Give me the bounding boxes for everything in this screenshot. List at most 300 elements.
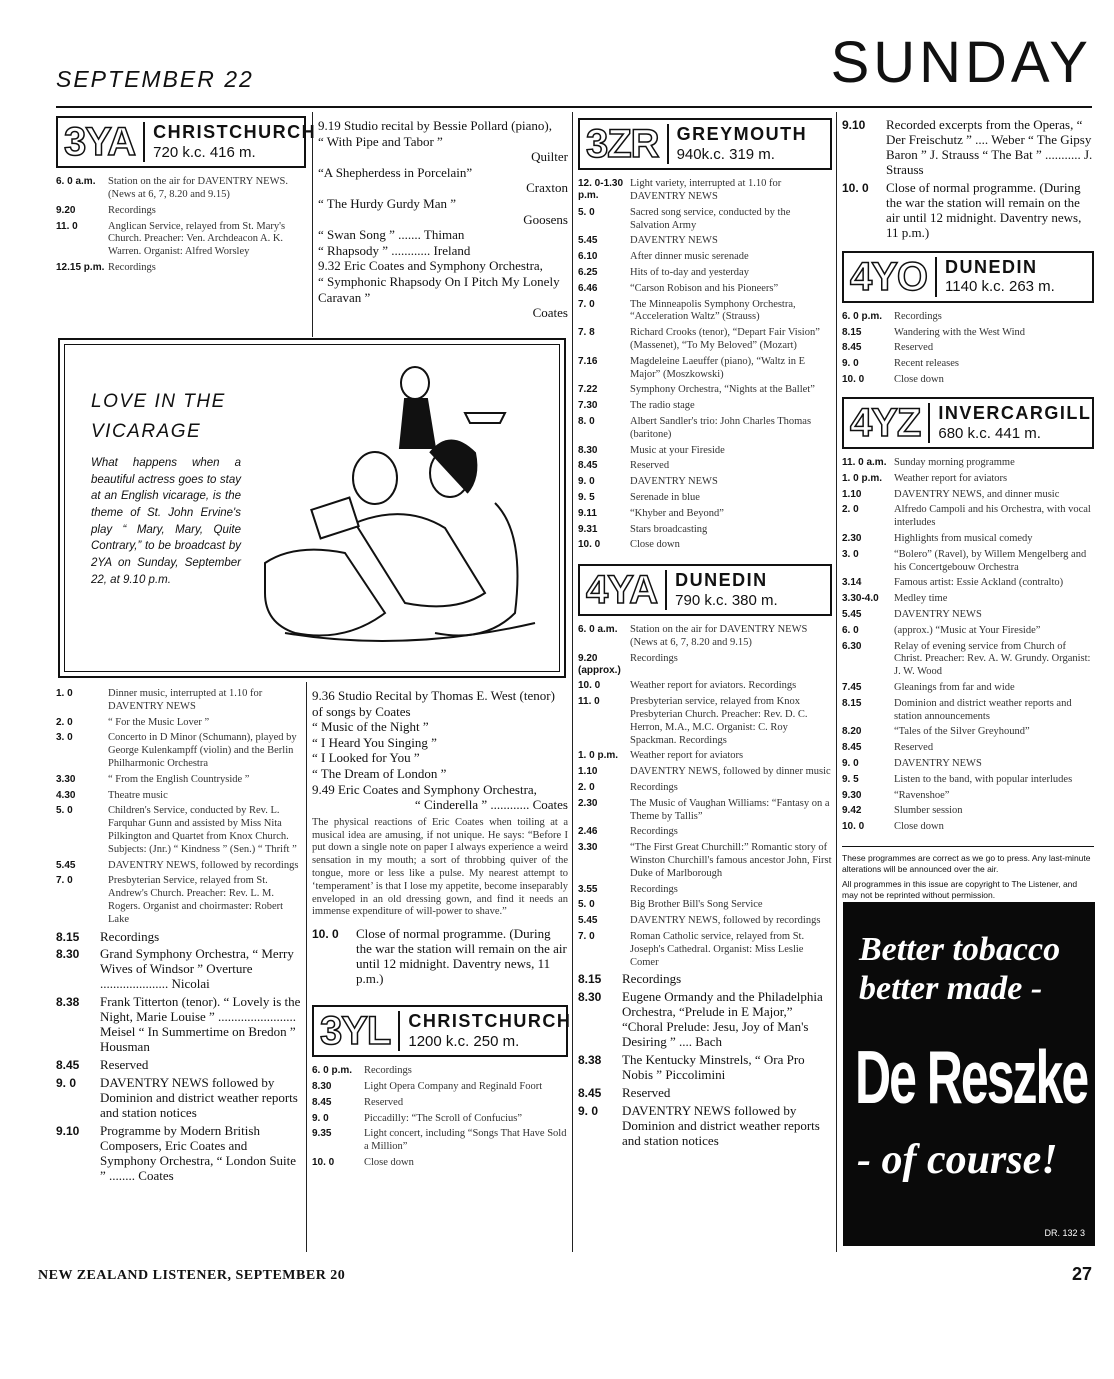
item-time: 6. 0 p.m. bbox=[312, 1065, 353, 1077]
notice-text: These programmes are correct as we go to press. Any last-minute alterations will be announced over the air. bbox=[842, 852, 1091, 874]
schedule-item bbox=[578, 842, 832, 880]
item-desc: Close down bbox=[894, 373, 944, 385]
schedule-item bbox=[578, 931, 832, 969]
item-time: 10. 0 bbox=[842, 180, 869, 195]
item-desc: Relay of evening service from Church of Christ. Preacher: Rev. A. W. Grundy. Organist: J. W. Wood bbox=[894, 640, 1091, 678]
header-rule bbox=[56, 106, 1092, 108]
item-time: 5. 0 bbox=[578, 899, 595, 911]
item-desc: Reserved bbox=[894, 742, 934, 754]
footer-publication: NEW ZEALAND LISTENER, SEPTEMBER 20 bbox=[38, 1268, 346, 1283]
item-desc: Frank Titterton (tenor). “ Lovely is the Night, Marie Louise ” ........................ Meisel “ In Summertime on Bredon ” Housman bbox=[100, 994, 301, 1055]
schedule-item bbox=[578, 267, 832, 280]
schedule-item bbox=[842, 625, 1094, 638]
item-desc: Albert Sandler's trio: John Charles Thomas (baritone) bbox=[630, 416, 812, 440]
item-desc: DAVENTRY NEWS, followed by dinner music bbox=[630, 766, 831, 778]
item-desc: Recent releases bbox=[894, 358, 960, 370]
item-time: 8.45 bbox=[578, 460, 598, 472]
item-desc: Serenade in blue bbox=[630, 491, 700, 503]
schedule-item bbox=[56, 995, 302, 1055]
item-desc: The Music of Vaughan Williams: “Fantasy on a Theme by Tallis” bbox=[630, 797, 830, 822]
schedule-item bbox=[312, 1128, 568, 1154]
item-time: 9. 0 bbox=[578, 1103, 599, 1118]
call-sign: 3YA bbox=[64, 122, 145, 162]
item-desc: Anglican Service, relayed from St. Mary's Church. Preacher: Ven. Archdeacon A. K. Warren. Organist: Alfred Worsley bbox=[108, 220, 286, 258]
schedule-item bbox=[842, 327, 1094, 340]
schedule-item bbox=[578, 251, 832, 264]
item-desc: Theatre music bbox=[108, 789, 168, 801]
station-banner-3ya bbox=[56, 116, 317, 168]
item-desc: The Kentucky Minstrels, “ Ora Pro Nobis ” Piccolimini bbox=[622, 1052, 805, 1082]
feature-text: What happens when a beautiful actress goes to stay at an English vicarage, is the theme of St. John Ervine's play “ Mary, Mary, Quite Contrary,” to be broadcast by 2YA on Sunday, September 22, at 9.10 p.m. bbox=[91, 457, 241, 586]
item-desc: Station on the air for DAVENTRY NEWS. (News at 6, 7, 8.20 and 9.15) bbox=[108, 176, 288, 201]
item-time: 9.30 bbox=[842, 789, 862, 801]
schedule-item bbox=[56, 875, 302, 926]
schedule-item bbox=[56, 860, 302, 873]
item-time: 5. 0 bbox=[578, 206, 595, 218]
schedule-item bbox=[842, 790, 1094, 803]
column-divider bbox=[572, 112, 573, 1252]
schedule-item bbox=[578, 782, 832, 795]
item-time: 2. 0 bbox=[56, 716, 73, 728]
station-frequency: 790 k.c. 380 m. bbox=[675, 592, 778, 610]
station-city: CHRISTCHURCH bbox=[153, 122, 317, 142]
schedule-item bbox=[578, 1053, 832, 1083]
column-divider bbox=[306, 682, 307, 1252]
schedule-item bbox=[312, 1065, 568, 1078]
schedule-item bbox=[56, 790, 302, 803]
feature-love-in-the-vicarage bbox=[58, 338, 566, 678]
schedule-item bbox=[56, 262, 306, 275]
item-time: 8. 0 bbox=[578, 416, 595, 427]
item-time: 8.30 bbox=[578, 990, 602, 1005]
item-time: 7. 0 bbox=[578, 930, 595, 942]
feature-title bbox=[91, 387, 226, 448]
item-time: 6.25 bbox=[578, 267, 598, 279]
item-time: 8.30 bbox=[56, 947, 80, 962]
item-desc: Reserved bbox=[622, 1084, 671, 1100]
schedule-item bbox=[578, 283, 832, 296]
ad-slogan-line1: Better tobacco bbox=[859, 931, 1061, 968]
item-time: 9. 5 bbox=[578, 491, 595, 503]
item-time: 8.15 bbox=[842, 326, 862, 338]
schedule-item bbox=[56, 805, 302, 856]
schedule-item bbox=[842, 342, 1094, 355]
schedule-item bbox=[312, 1157, 568, 1170]
item-time: 2.30 bbox=[578, 797, 598, 809]
item-time: 7.30 bbox=[578, 400, 598, 412]
schedule-item bbox=[312, 1097, 568, 1110]
item-time: 9.11 bbox=[578, 507, 597, 519]
schedule-item bbox=[578, 327, 832, 353]
schedule-item bbox=[842, 181, 1094, 241]
item-time: 8.38 bbox=[578, 1053, 602, 1068]
schedule-item bbox=[578, 680, 832, 693]
item-desc: Presbyterian service, relayed from Knox Presbyterian Church. Preacher: Rev. D. C. Herron, M.A., M.C. Organist: C. Roy Spackman. Recordings bbox=[630, 696, 808, 746]
item-desc: Recordings bbox=[630, 883, 678, 895]
schedule-item bbox=[842, 805, 1094, 818]
item-time: 6.46 bbox=[578, 282, 598, 294]
schedule-item bbox=[842, 821, 1094, 834]
schedule-item bbox=[842, 641, 1094, 679]
schedule-item bbox=[578, 1086, 832, 1101]
schedule-item bbox=[842, 726, 1094, 739]
item-desc: “Bolero” (Ravel), by Willem Mengelberg and his Concertgebouw Orchestra bbox=[894, 548, 1087, 573]
station-frequency: 1140 k.c. 263 m. bbox=[945, 278, 1055, 296]
item-time: 10. 0 bbox=[578, 539, 601, 551]
item-time: 5.45 bbox=[578, 915, 598, 927]
item-desc: Medley time bbox=[894, 593, 948, 605]
item-time: 12.15 p.m. bbox=[56, 262, 105, 274]
column-divider bbox=[836, 112, 837, 1252]
call-sign: 4YA bbox=[586, 570, 667, 610]
item-time: 10. 0 bbox=[842, 821, 865, 833]
item-desc: Reserved bbox=[894, 342, 934, 354]
item-desc: Recordings bbox=[364, 1065, 412, 1077]
schedule-item bbox=[578, 990, 832, 1050]
item-time: 10. 0 bbox=[312, 1156, 335, 1168]
item-time: 6. 0 bbox=[842, 624, 859, 636]
schedule-item bbox=[578, 696, 832, 747]
station-4yo-4yz-section bbox=[842, 118, 1094, 901]
schedule-item bbox=[842, 698, 1094, 724]
page-day: SUNDAY bbox=[830, 30, 1092, 95]
text-line: “ The Dream of London ” bbox=[312, 765, 447, 781]
schedule-item bbox=[578, 384, 832, 397]
schedule-item bbox=[842, 577, 1094, 590]
de-reszke-advertisement bbox=[843, 902, 1095, 1246]
station-banner-4yz bbox=[842, 397, 1094, 449]
item-desc: Recordings bbox=[108, 204, 156, 216]
schedule-item bbox=[56, 1058, 302, 1073]
item-desc: Weather report for aviators. Recordings bbox=[630, 680, 797, 692]
item-desc: Piccadilly: “The Scroll of Confucius” bbox=[364, 1112, 523, 1124]
feature-title-line: VICARAGE bbox=[91, 421, 202, 443]
page-date: SEPTEMBER 22 bbox=[56, 66, 254, 92]
item-desc: Recordings bbox=[630, 826, 678, 838]
coates-anecdote: The physical reactions of Eric Coates when toiling at a musical idea are amusing, if not unique. He says: “Before I put down a single note on paper I always experience a weird sensation in my mouth; a sort of throbbing quiver of the tongue, more or less like a pulse. My nearest attempt to ‘temperament’ is that I lose my appetite, become inseparably enveloped in an old dressing gown, and find it needs an immense expenditure of will-power to shave.” bbox=[312, 816, 568, 918]
item-desc: Magdeleine Laeuffer (piano), “Waltz in E Major” (Moszkowski) bbox=[630, 355, 806, 380]
schedule-item bbox=[842, 682, 1094, 695]
item-time: 9. 5 bbox=[842, 773, 859, 785]
schedule-item bbox=[578, 826, 832, 839]
item-time: 4.30 bbox=[56, 789, 76, 801]
item-time: 6. 0 a.m. bbox=[578, 624, 618, 636]
item-desc: “Khyber and Beyond” bbox=[630, 507, 724, 519]
schedule-item bbox=[842, 358, 1094, 371]
schedule-item bbox=[578, 915, 832, 928]
item-desc: Dominion and district weather reports and station announcements bbox=[894, 697, 1072, 722]
item-desc: (approx.) “Music at Your Fireside” bbox=[894, 624, 1041, 636]
station-banner-4ya bbox=[578, 564, 832, 616]
schedule-item bbox=[578, 750, 832, 763]
text-line: “ I Looked for You ” bbox=[312, 750, 420, 766]
notice-text: All programmes in this issue are copyright to The Listener, and may not be reprinted without permission. bbox=[842, 879, 1078, 901]
item-desc: Eugene Ormandy and the Philadelphia Orchestra, “Prelude in E Major,” “Choral Prelude: Jesu, Joy of Man's Desiring ” .... Bach bbox=[622, 989, 823, 1050]
item-desc: Recordings bbox=[894, 310, 942, 322]
item-desc: Close of normal programme. (During the war the station will remain on the air until 12 midnight. Daventry news, 11 p.m.) bbox=[886, 179, 1082, 240]
item-desc: Wandering with the West Wind bbox=[894, 326, 1026, 338]
text-line: “ Swan Song ” ....... Thiman bbox=[318, 227, 465, 243]
schedule-item bbox=[56, 176, 306, 202]
item-desc: Richard Crooks (tenor), “Depart Fair Vision” (Massenet), “To My Beloved” (Mozart) bbox=[630, 327, 820, 352]
text-line: 9.49 Eric Coates and Symphony Orchestra, bbox=[312, 781, 537, 797]
station-city: GREYMOUTH bbox=[676, 124, 808, 144]
item-time: 9. 0 bbox=[312, 1112, 329, 1124]
item-desc: Music at your Fireside bbox=[630, 444, 725, 456]
item-time: 6.30 bbox=[842, 640, 862, 652]
recital-listing bbox=[318, 118, 568, 321]
item-time: 8.15 bbox=[56, 929, 80, 944]
item-desc: Famous artist: Essie Ackland (contralto) bbox=[894, 577, 1064, 589]
station-city: DUNEDIN bbox=[675, 570, 768, 591]
item-desc: DAVENTRY NEWS followed by Dominion and district weather reports and station notices bbox=[100, 1074, 298, 1120]
schedule-item bbox=[842, 374, 1094, 387]
schedule-item bbox=[56, 205, 306, 218]
schedule-item bbox=[842, 118, 1094, 178]
item-time: 8.45 bbox=[842, 742, 862, 754]
schedule-item bbox=[842, 758, 1094, 771]
item-time: 1. 0 p.m. bbox=[578, 750, 619, 762]
text-line: Coates bbox=[532, 305, 568, 321]
item-desc: Presbyterian Service, relayed from St. Andrew's Church. Preacher: Rev. L. M. Rogers. Organist and choirmaster: Robert Lake bbox=[108, 875, 284, 925]
item-time: 10. 0 bbox=[842, 373, 865, 385]
item-desc: Gleanings from far and wide bbox=[894, 681, 1015, 693]
schedule-item bbox=[578, 460, 832, 473]
item-time: 8.20 bbox=[842, 726, 862, 738]
divider bbox=[842, 846, 1094, 847]
schedule-item bbox=[578, 235, 832, 248]
item-desc: Highlights from musical comedy bbox=[894, 532, 1033, 544]
item-time: 3.14 bbox=[842, 577, 862, 589]
item-desc: Recordings bbox=[622, 971, 682, 987]
schedule-item bbox=[578, 508, 832, 521]
call-sign: 3ZR bbox=[586, 124, 669, 164]
item-time: 8.15 bbox=[578, 972, 602, 987]
schedule-item bbox=[578, 798, 832, 824]
station-frequency: 720 k.c. 416 m. bbox=[153, 143, 256, 161]
station-banner-4yo bbox=[842, 251, 1094, 303]
schedule-item bbox=[578, 653, 832, 677]
item-time: 11. 0 bbox=[56, 220, 78, 232]
station-3zr-4ya-section bbox=[578, 118, 832, 1152]
page-number: 27 bbox=[1071, 1264, 1092, 1284]
text-line: “ The Hurdy Gurdy Man ” bbox=[318, 195, 457, 211]
schedule-item bbox=[842, 609, 1094, 622]
schedule-item bbox=[842, 533, 1094, 546]
schedule-item bbox=[578, 539, 832, 552]
item-desc: Grand Symphony Orchestra, “ Merry Wives of Windsor ” Overture ..................... Nicolai bbox=[100, 946, 294, 992]
item-desc: Recordings bbox=[108, 262, 156, 274]
item-time: 7.22 bbox=[578, 384, 598, 396]
text-line: 9.19 Studio recital by Bessie Pollard (piano), bbox=[318, 118, 552, 133]
item-desc: Close down bbox=[364, 1156, 414, 1168]
schedule-item bbox=[578, 524, 832, 537]
item-desc: DAVENTRY NEWS bbox=[894, 757, 982, 769]
ad-code: DR. 132 3 bbox=[1044, 1228, 1085, 1238]
text-line: “ Cinderella ” ............ Coates bbox=[414, 797, 568, 813]
item-desc: Light Opera Company and Reginald Foort bbox=[364, 1080, 543, 1092]
item-time: 7. 0 bbox=[56, 875, 73, 887]
call-sign: 3YL bbox=[320, 1011, 400, 1051]
text-line: Quilter bbox=[531, 149, 568, 165]
item-time: 3.55 bbox=[578, 883, 598, 895]
item-time: 8.15 bbox=[842, 697, 862, 709]
item-desc: Close down bbox=[894, 821, 944, 833]
item-desc: “Tales of the Silver Greyhound” bbox=[894, 726, 1030, 738]
item-time: 12. 0-1.30 p.m. bbox=[578, 178, 624, 202]
item-time: 5.45 bbox=[842, 608, 862, 620]
station-3ya-continued bbox=[56, 688, 302, 1187]
station-city: CHRISTCHURCH bbox=[408, 1010, 572, 1031]
item-desc: Alfredo Campoli and his Orchestra, with vocal interludes bbox=[894, 504, 1091, 529]
item-time: 9.20 (approx.) bbox=[578, 653, 621, 677]
schedule-item bbox=[578, 299, 832, 325]
item-desc: Recordings bbox=[630, 781, 678, 793]
item-time: 6. 0 p.m. bbox=[842, 310, 883, 322]
coates-recital-section bbox=[312, 688, 572, 1173]
item-desc: Recorded excerpts from the Operas, “ Der Freischutz ” .... Weber “ The Gipsy Baron ” J. Strauss “ The Bat ” ........... J. Strauss bbox=[886, 117, 1093, 177]
item-desc: Weather report for aviators bbox=[894, 472, 1008, 484]
item-desc: After dinner music serenade bbox=[630, 251, 749, 263]
schedule-item bbox=[842, 473, 1094, 486]
item-time: 7.45 bbox=[842, 681, 862, 693]
item-time: 1.10 bbox=[842, 488, 862, 500]
item-time: 8.30 bbox=[312, 1080, 332, 1092]
call-sign: 4YO bbox=[850, 257, 937, 297]
item-time: 9.10 bbox=[56, 1123, 80, 1138]
schedule-item bbox=[578, 1104, 832, 1149]
item-desc: DAVENTRY NEWS bbox=[630, 476, 718, 488]
station-3ya-section bbox=[56, 116, 317, 278]
item-desc: Big Brother Bill's Song Service bbox=[630, 899, 763, 911]
item-time: 10. 0 bbox=[312, 927, 339, 942]
item-desc: DAVENTRY NEWS, and dinner music bbox=[894, 488, 1060, 500]
item-time: 8.45 bbox=[312, 1096, 332, 1108]
schedule-item bbox=[842, 311, 1094, 324]
item-time: 11. 0 a.m. bbox=[842, 456, 887, 468]
schedule-item bbox=[56, 947, 302, 992]
station-frequency: 1200 k.c. 250 m. bbox=[408, 1032, 520, 1050]
text-line: “ I Heard You Singing ” bbox=[312, 734, 437, 750]
item-time: 2. 0 bbox=[578, 781, 595, 793]
item-desc: Listen to the band, with popular interludes bbox=[894, 773, 1073, 785]
schedule-item bbox=[578, 356, 832, 382]
item-time: 1. 0 p.m. bbox=[842, 472, 883, 484]
item-desc: “Ravenshoe” bbox=[894, 789, 950, 801]
item-time: 2.46 bbox=[578, 826, 598, 838]
schedule-item bbox=[312, 927, 568, 987]
item-time: 9.35 bbox=[312, 1128, 332, 1140]
schedule-item bbox=[578, 492, 832, 505]
item-desc: “The First Great Churchill:” Romantic story of Winston Churchill's famous ancestor John, First Duke of Marlborough bbox=[630, 842, 832, 879]
item-time: 3.30 bbox=[578, 842, 598, 854]
schedule-item bbox=[842, 549, 1094, 575]
schedule-item bbox=[578, 972, 832, 987]
item-time: 8.45 bbox=[56, 1058, 80, 1073]
item-desc: Slumber session bbox=[894, 805, 963, 817]
illustration-couple-and-maid bbox=[255, 353, 555, 663]
item-desc: Dinner music, interrupted at 1.10 for DAVENTRY NEWS bbox=[108, 688, 263, 712]
item-time: 5.45 bbox=[578, 235, 598, 247]
station-frequency: 940k.c. 319 m. bbox=[676, 145, 775, 163]
item-desc: Recordings bbox=[100, 928, 160, 944]
item-desc: The radio stage bbox=[630, 400, 695, 412]
item-time: 8.45 bbox=[842, 342, 862, 354]
item-desc: Light concert, including “Songs That Have Sold a Million” bbox=[364, 1128, 567, 1153]
item-desc: Reserved bbox=[364, 1096, 404, 1108]
item-desc: Hits of to-day and yesterday bbox=[630, 267, 749, 279]
schedule-item bbox=[842, 504, 1094, 530]
schedule-item bbox=[56, 717, 302, 730]
item-time: 3.30-4.0 bbox=[842, 593, 879, 605]
item-time: 6. 0 a.m. bbox=[56, 176, 96, 188]
schedule-item bbox=[842, 774, 1094, 787]
item-desc: DAVENTRY NEWS followed by Dominion and district weather reports and station notices bbox=[622, 1102, 820, 1148]
schedule-item bbox=[312, 1081, 568, 1094]
copyright-notice bbox=[842, 853, 1094, 901]
schedule-item bbox=[578, 400, 832, 413]
item-time: 8.30 bbox=[578, 444, 598, 456]
item-time: 7. 0 bbox=[578, 298, 595, 310]
item-time: 9.42 bbox=[842, 805, 862, 817]
schedule-item bbox=[842, 593, 1094, 606]
item-desc: Stars broadcasting bbox=[630, 523, 708, 535]
item-time: 11. 0 bbox=[578, 696, 600, 708]
item-desc: “ For the Music Lover ” bbox=[108, 716, 210, 728]
item-desc: Recordings bbox=[630, 653, 678, 665]
item-time: 9. 0 bbox=[56, 1075, 77, 1090]
item-time: 9.10 bbox=[842, 118, 866, 132]
schedule-item bbox=[56, 1076, 302, 1121]
item-desc: Children's Service, conducted by Rev. L. Farquhar Gunn and assisted by Miss Nita Pilkington and Quartet from Knox Church. Subjects: (Jnr.) “ Kindness ” (Sen.) “ Thrift ” bbox=[108, 805, 297, 855]
text-line: Craxton bbox=[526, 180, 568, 196]
schedule-item bbox=[578, 178, 832, 204]
schedule-item bbox=[312, 1113, 568, 1126]
text-line: 9.32 Eric Coates and Symphony Orchestra, bbox=[318, 258, 543, 274]
schedule-item bbox=[842, 457, 1094, 470]
station-banner-3yl bbox=[312, 1005, 572, 1057]
schedule-item bbox=[842, 489, 1094, 502]
item-desc: Programme by Modern British Composers, Eric Coates and Symphony Orchestra, “ London Suite ” ........ Coates bbox=[100, 1122, 297, 1183]
item-time: 9. 0 bbox=[578, 476, 595, 488]
item-time: 2.30 bbox=[842, 532, 862, 544]
item-time: 6.10 bbox=[578, 251, 598, 263]
schedule-item bbox=[578, 445, 832, 458]
schedule-item bbox=[56, 221, 306, 259]
item-desc: Reserved bbox=[630, 460, 670, 472]
item-desc: Close down bbox=[630, 539, 680, 551]
feature-title-line: LOVE IN THE bbox=[91, 391, 226, 412]
station-banner-3zr bbox=[578, 118, 832, 170]
item-desc: The Minneapolis Symphony Orchestra, “Acceleration Waltz” (Strauss) bbox=[630, 298, 796, 323]
text-line: 9.36 Studio Recital by Thomas E. West (tenor) of songs by Coates bbox=[312, 688, 555, 719]
item-desc: Concerto in D Minor (Schumann), played by George Kulenkampff (violin) and the Berlin Philharmonic Orchestra bbox=[108, 732, 297, 769]
item-desc: Light variety, interrupted at 1.10 for DAVENTRY NEWS bbox=[630, 178, 782, 203]
item-desc: Weather report for aviators bbox=[630, 750, 744, 762]
item-time: 7.16 bbox=[578, 355, 598, 367]
schedule-item bbox=[578, 207, 832, 233]
schedule-item bbox=[578, 624, 832, 650]
call-sign: 4YZ bbox=[850, 403, 930, 443]
item-time: 9.20 bbox=[56, 204, 76, 216]
item-desc: Sacred song service, conducted by the Salvation Army bbox=[630, 206, 791, 231]
item-desc: Reserved bbox=[100, 1057, 149, 1073]
item-time: 3. 0 bbox=[842, 548, 859, 560]
item-time: 3. 0 bbox=[56, 732, 73, 744]
item-desc: “ From the English Countryside ” bbox=[108, 773, 250, 785]
item-desc: Sunday morning programme bbox=[894, 456, 1015, 468]
schedule-item bbox=[56, 688, 302, 714]
